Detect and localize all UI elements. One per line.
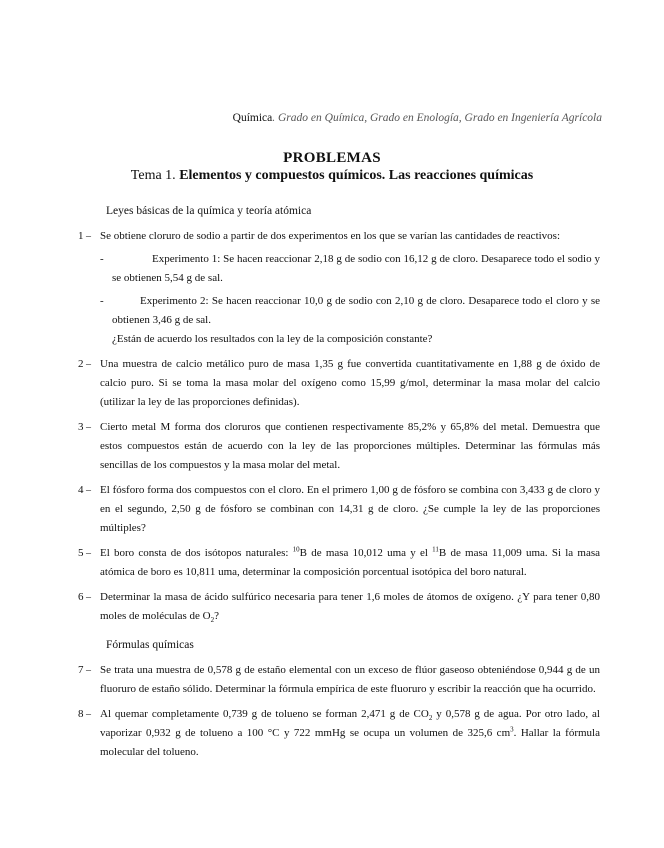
problem-text (100, 544, 600, 582)
problem-number: 3 – (78, 418, 91, 437)
text-segment: B de masa 11,009 uma. Si la masa atómica de boro es 10,811 uma, determinar la composición porcentual isotópica del boro natural. (100, 547, 600, 578)
text-segment: El boro consta de dos isótopos naturales: (100, 547, 289, 559)
problem-number: 1 – (78, 227, 91, 246)
problem-text: El fósforo forma dos compuestos con el cloro. En el primero 1,00 g de fósforo se combina con 3,433 g de cloro y en el segundo, 2,50 g de fósforo se combinan con 14,31 g de cloro. ¿Se cumple la ley de las proporciones múltiples? (100, 484, 600, 534)
bullet-dash: - (100, 253, 104, 265)
formula-subscript: 2 (428, 714, 433, 723)
experiment-text: Experimento 1: Se hacen reaccionar 2,18 g de sodio con 16,12 g de cloro. Desaparece todo el sodio y se obtienen 5,54 g de sal. (112, 253, 600, 284)
problem-text: Se trata una muestra de 0,578 g de estaño elemental con un exceso de flúor gaseoso obteniéndose 0,944 g de un fluoruro de estaño sólido. Determinar la fórmula empírica de este fluoruro y escribir la reacción que ha ocurrido. (100, 664, 600, 695)
problem-number: 6 – (78, 588, 91, 607)
topic-prefix: Tema 1. (130, 168, 176, 183)
section-heading-formulas: Fórmulas químicas (106, 639, 194, 651)
subject-name: Química (232, 112, 273, 124)
page-title: PROBLEMAS (283, 150, 381, 166)
topic-name: Elementos y compuestos químicos. Las reacciones químicas (179, 168, 534, 183)
course-header (233, 112, 602, 124)
problem-number: 2 – (78, 355, 91, 374)
problem-2 (78, 355, 600, 412)
formula-subscript: 2 (210, 616, 215, 625)
problem-text (100, 705, 600, 762)
problem-text (100, 588, 600, 626)
problem-1 (78, 227, 600, 349)
problem-number: 8 – (78, 705, 91, 724)
unit-superscript: 3 (510, 725, 514, 734)
problem-5 (78, 544, 600, 582)
degree-list: . Grado en Química, Grado en Enología, Grado en Ingeniería Agrícola (272, 112, 602, 124)
problem-8 (78, 705, 600, 762)
problem-3 (78, 418, 600, 475)
problem-number: 5 – (78, 544, 91, 563)
section-heading-laws: Leyes básicas de la química y teoría atómica (106, 205, 312, 217)
problem-6 (78, 588, 600, 626)
problem-question: ¿Están de acuerdo los resultados con la ley de la composición constante? (112, 333, 433, 345)
problem-number: 4 – (78, 481, 91, 500)
text-segment: y 0,578 g de agua. Por otro lado, al vaporizar 0,932 g de tolueno a 100 °C y 722 mmHg se ocupa un volumen de 325,6 cm (100, 708, 600, 739)
problem-7 (78, 661, 600, 699)
bullet-dash: - (100, 295, 104, 307)
text-segment: ? (214, 610, 219, 622)
topic-heading (0, 168, 664, 184)
problem-text: Cierto metal M forma dos cloruros que contienen respectivamente 85,2% y 65,8% del metal. Demuestra que estos compuestos están de acuerdo con la ley de las proporciones múltiples. Determinar las fórmulas más sencillas de los compuestos y la masa molar del metal. (100, 421, 600, 471)
text-segment: . Hallar la fórmula molecular del tolueno. (100, 727, 600, 758)
isotope-mass-number: 11 (432, 545, 439, 554)
problem-text: Una muestra de calcio metálico puro de masa 1,35 g fue convertida cuantitativamente en 1,88 g de óxido de calcio puro. Si se toma la masa molar del oxígeno como 15,99 g/mol, determinar la masa molar del calcio (utilizar la ley de las proporciones definidas). (100, 358, 600, 408)
text-segment: Al quemar completamente 0,739 g de tolueno se forman 2,471 g de CO (100, 708, 429, 720)
problem-text: Se obtiene cloruro de sodio a partir de dos experimentos en los que se varían las cantidades de reactivos: (100, 230, 561, 242)
experiment-2 (100, 292, 600, 349)
problem-number: 7 – (78, 661, 91, 680)
problem-4 (78, 481, 600, 538)
text-segment: Determinar la masa de ácido sulfúrico necesaria para tener 1,6 moles de átomos de oxígeno. ¿Y para tener 0,80 moles de moléculas de O (100, 591, 600, 622)
problem-list (78, 202, 600, 762)
isotope-mass-number: 10 (292, 545, 300, 554)
experiment-text: Experimento 2: Se hacen reaccionar 10,0 g de sodio con 2,10 g de cloro. Desaparece todo el cloro y se obtienen 3,46 g de sal. (112, 295, 600, 326)
experiment-1 (100, 250, 600, 288)
text-segment: B de masa 10,012 uma y el (299, 547, 428, 559)
